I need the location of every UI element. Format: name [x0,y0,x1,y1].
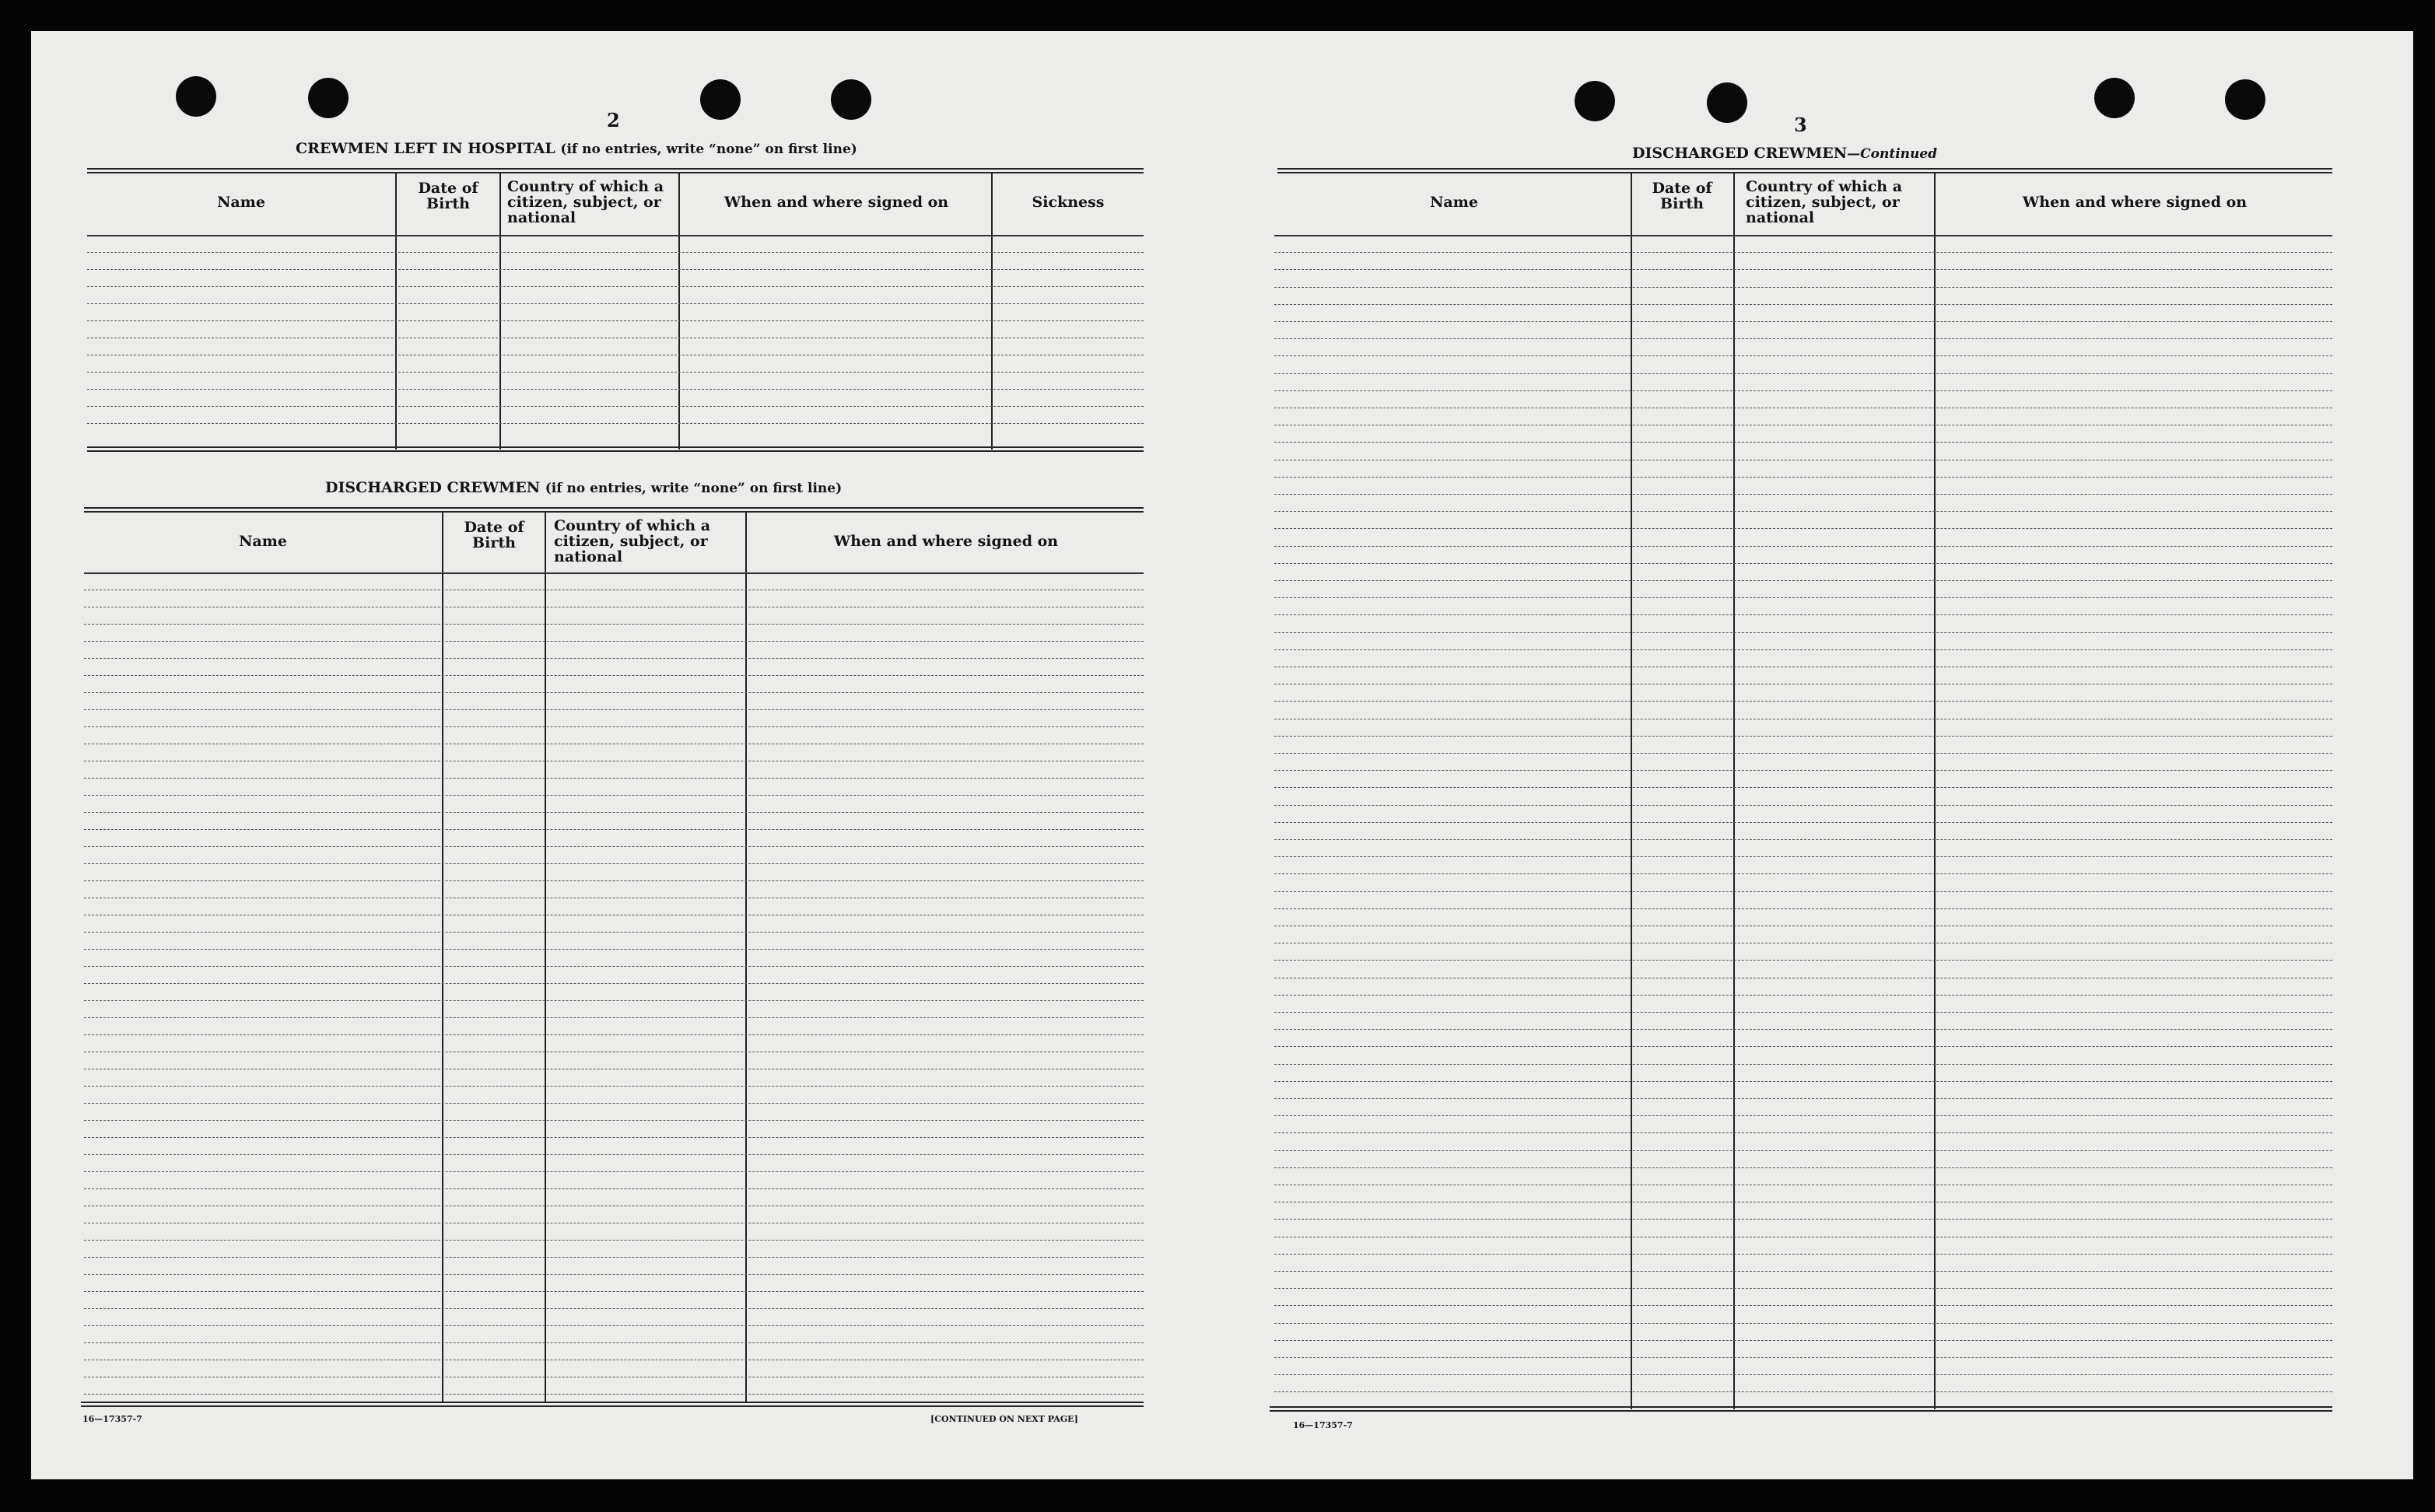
entry-line [87,269,1144,270]
entry-line [84,1257,1144,1258]
entry-line [84,675,1144,676]
discharged-section-title [325,479,842,496]
right-col-name-header: Name [1430,194,1478,211]
entry-line [1274,269,2332,270]
entry-line [1274,1305,2332,1306]
hospital-col-dob-header: Date of Birth [418,180,478,212]
entry-line [1274,770,2332,771]
continued-note: [CONTINUED ON NEXT PAGE] [930,1414,1078,1424]
entry-line [1274,252,2332,253]
punch-hole [700,79,741,120]
entry-line [1274,960,2332,961]
entry-line [87,406,1144,407]
entry-line [1274,442,2332,443]
entry-line [84,966,1144,967]
entry-line [1274,563,2332,564]
entry-line [84,1291,1144,1292]
entry-line [1274,287,2332,288]
hospital-bottom-rule [87,446,1144,452]
entry-line [1274,511,2332,512]
continued-title-suffix: —Continued [1847,146,1938,162]
entry-line [84,778,1144,779]
discharged-col-signed-header: When and where signed on [833,533,1059,550]
discharged-col-divider [745,512,747,1403]
entry-line [84,709,1144,710]
document-sheet [31,31,2413,1479]
right-col-divider [1631,173,1632,1409]
hospital-top-rule [87,168,1144,173]
discharged-bottom-rule [81,1402,1144,1407]
entry-line [1274,1323,2332,1324]
entry-line [84,1034,1144,1035]
entry-line [84,932,1144,933]
punch-hole [2094,78,2135,118]
right-col-dob-header: Date of Birth [1652,180,1712,212]
entry-line [1274,390,2332,391]
entry-line [1274,649,2332,650]
entry-line [84,726,1144,727]
entry-line [84,692,1144,693]
discharged-col-divider [442,512,443,1403]
punch-hole [1575,81,1615,121]
entry-line [1274,1046,2332,1047]
discharged-title-text: DISCHARGED CREWMEN [325,479,541,496]
entry-line [1274,597,2332,598]
entry-line [1274,787,2332,788]
entry-line [84,1120,1144,1121]
hospital-col-sickness-header: Sickness [1032,194,1105,211]
right-col-divider [1934,173,1936,1409]
entry-line [84,863,1144,864]
discharged-col-divider [545,512,546,1403]
entry-line [1274,304,2332,305]
entry-line [1274,1254,2332,1255]
entry-line [1274,1357,2332,1358]
entry-line [84,658,1144,659]
entry-line [84,829,1144,830]
right-col-signed-header: When and where signed on [2022,194,2248,211]
entry-line [1274,839,2332,840]
punch-hole [831,79,871,120]
entry-line [84,983,1144,984]
entry-line [1274,373,2332,374]
hospital-col-divider [499,173,501,450]
entry-line [1274,1391,2332,1392]
entry-line [1274,355,2332,356]
entry-line [1274,1167,2332,1168]
entry-line [1274,1271,2332,1272]
left-form-number: 16—17357-7 [82,1414,142,1424]
entry-line [1274,580,2332,581]
entry-line [84,949,1144,950]
entry-line [1274,995,2332,996]
entry-line [84,1154,1144,1155]
entry-line [84,1103,1144,1104]
punch-hole [1707,82,1747,123]
discharged-instruction: (if no entries, write “none” on first line) [545,481,843,496]
entry-line [84,1086,1144,1087]
entry-line [1274,321,2332,322]
entry-line [1274,546,2332,547]
continued-section-title [1632,145,1937,162]
entry-line [84,1325,1144,1326]
entry-line [1274,338,2332,339]
entry-line [84,880,1144,881]
entry-line [1274,477,2332,478]
entry-line [84,1394,1144,1395]
entry-line [84,846,1144,847]
entry-line [84,1017,1144,1018]
hospital-col-divider [991,173,993,450]
discharged-header-underline [84,572,1144,574]
entry-line [1274,1150,2332,1151]
entry-line [84,1137,1144,1138]
entry-line [1274,908,2332,909]
right-bottom-rule [1270,1406,2332,1412]
hospital-title-text: CREWMEN LEFT IN HOSPITAL [296,140,555,157]
entry-line [84,641,1144,642]
entry-line [84,795,1144,796]
entry-line [1274,1132,2332,1133]
right-header-underline [1274,235,2332,236]
entry-line [1274,805,2332,806]
entry-line [84,1308,1144,1309]
entry-line [1274,1115,2332,1116]
entry-line [84,624,1144,625]
entry-line [87,252,1144,253]
entry-line [1274,1098,2332,1099]
hospital-col-signed-header: When and where signed on [723,194,949,211]
entry-line [87,303,1144,304]
right-top-rule [1277,168,2332,173]
punch-hole [176,76,216,117]
hospital-col-country-header: Country of which a citizen, subject, or national [507,178,664,226]
hospital-col-name-header: Name [217,194,265,211]
entry-line [84,1000,1144,1001]
entry-line [1274,856,2332,857]
entry-line [1274,1012,2332,1013]
entry-line [1274,1081,2332,1082]
entry-line [1274,1374,2332,1375]
entry-line [84,1171,1144,1172]
hospital-col-divider [395,173,397,450]
entry-line [1274,1340,2332,1341]
punch-hole [2225,79,2265,120]
entry-line [1274,891,2332,892]
entry-line [1274,632,2332,633]
continued-title-text: DISCHARGED CREWMEN [1632,145,1848,162]
punch-hole [308,78,349,118]
discharged-col-name-header: Name [239,533,287,550]
entry-line [87,372,1144,373]
entry-line [1274,822,2332,823]
discharged-top-rule [84,507,1144,513]
left-page-number: 2 [607,109,620,131]
entry-line [87,320,1144,321]
hospital-header-underline [87,235,1144,236]
right-col-country-header: Country of which a citizen, subject, or national [1746,178,1903,226]
entry-line [84,1188,1144,1189]
entry-line [87,286,1144,287]
discharged-col-country-header: Country of which a citizen, subject, or national [554,517,711,565]
entry-line [1274,1219,2332,1220]
hospital-col-divider [678,173,680,450]
entry-line [1274,528,2332,529]
entry-line [1274,494,2332,495]
entry-line [84,812,1144,813]
entry-line [84,1240,1144,1241]
right-col-divider [1733,173,1735,1409]
entry-line [1274,1029,2332,1030]
hospital-section-title [296,140,857,157]
entry-line [1274,873,2332,874]
entry-line [1274,701,2332,702]
entry-line [84,1274,1144,1275]
entry-line [1274,1064,2332,1065]
hospital-instruction: (if no entries, write “none” on first line) [560,142,857,157]
entry-line [1274,1288,2332,1289]
entry-line [1274,736,2332,737]
discharged-col-dob-header: Date of Birth [464,519,524,551]
right-form-number: 16—17357-7 [1293,1420,1353,1430]
entry-line [87,423,1144,424]
entry-line [87,389,1144,390]
entry-line [1274,614,2332,615]
entry-line [1274,753,2332,754]
entry-line [84,1342,1144,1343]
right-page-number: 3 [1794,114,1807,136]
